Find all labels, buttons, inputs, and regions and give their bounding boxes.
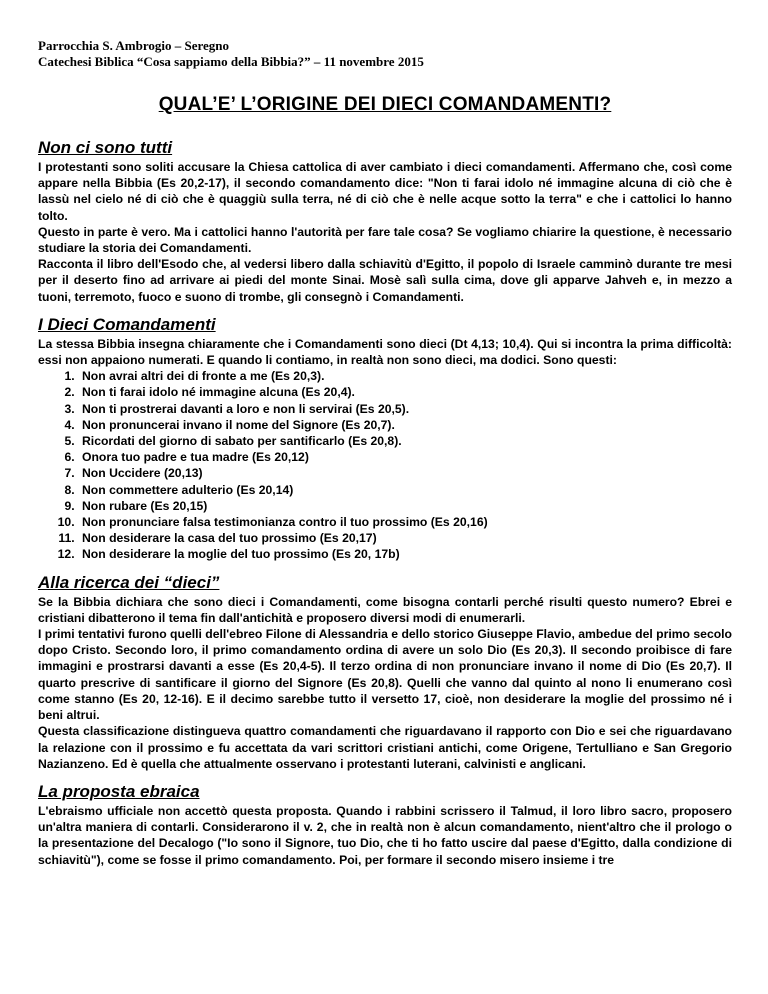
list-item: 11. Non desiderare la casa del tuo prossimo (Es 20,17) [78,530,732,546]
paragraph: L'ebraismo ufficiale non accettò questa proposta. Quando i rabbini scrissero il Talmud, il loro libro sacro, proposero un'altra maniera di contarli. Considerarono il v. 2, che in realtà non è alcun comandamento, nient'altro che il prologo o la presentazione del Decalogo ("Io sono il Signore, tuo Dio, che ti ho fatto uscire dal paese d'Egitto, dalla condizione di schiavitù"), come se fosse il primo comandamento. Poi, per formare il secondo misero insieme i tre [38,803,732,867]
list-item: 2. Non ti farai idolo né immagine alcuna (Es 20,4). [78,384,732,400]
paragraph: I protestanti sono soliti accusare la Chiesa cattolica di aver cambiato i dieci comandamenti. Affermano che, così come appare nella Bibbia (Es 20,2-17), il secondo comandamento dice: "Non ti farai idolo né immagine alcuna di ciò che è lassù nel cielo né di ciò che è quaggiù sulla terra, né di ciò che è nelle acque sotto la terra" e che i cattolici lo hanno tolto. [38,160,732,223]
list-item: 12. Non desiderare la moglie del tuo prossimo (Es 20, 17b) [78,546,732,562]
commandments-list [38,368,732,562]
section-ricerca-dieci [38,573,732,772]
paragraph: Questo in parte è vero. Ma i cattolici hanno l'autorità per fare tale cosa? Se vogliamo chiarire la questione, è necessario studiare la storia dei Comandamenti. [38,224,732,256]
section-non-ci-sono-tutti [38,138,732,305]
parish-name: Parrocchia S. Ambrogio – Seregno [38,38,230,53]
list-item: 7. Non Uccidere (20,13) [78,465,732,481]
paragraph: Questa classificazione distingueva quattro comandamenti che riguardavano il rapporto con Dio e sei che riguardavano la relazione con il prossimo e fu accettata da vari scrittori cristiani antichi, come Origene, Tertulliano e San Gregorio Nazianzeno. Ed è quella che attualmente osservano i protestanti luterani, calvinisti e anglicani. [38,724,732,771]
list-item: 9. Non rubare (Es 20,15) [78,498,732,514]
document-title: QUAL’E’ L’ORIGINE DEI DIECI COMANDAMENTI? [158,94,612,115]
list-item: 10. Non pronunciare falsa testimonianza contro il tuo prossimo (Es 20,16) [78,514,732,530]
list-item: 8. Non commettere adulterio (Es 20,14) [78,482,732,498]
paragraph: La stessa Bibbia insegna chiaramente che i Comandamenti sono dieci (Dt 4,13; 10,4). Qui si incontra la prima difficoltà: essi non appaiono numerati. E quando li contiamo, in realtà non sono dieci, ma dodici. Sono questi: [38,336,732,368]
paragraph: Racconta il libro dell'Esodo che, al vedersi libero dalla schiavitù d'Egitto, il popolo di Israele camminò durante tre mesi per il deserto fino ad arrivare ai piedi del monte Sinai. Mosè salì sulla cima, dove gli apparve Jahveh e, in mezzo a tuoni, terremoto, fuoco e suono di trombe, gli consegnò i Comandamenti. [38,257,732,304]
section-dieci-comandamenti [38,315,732,563]
section-proposta-ebraica [38,782,732,868]
list-item: 3. Non ti prostrerai davanti a loro e non li servirai (Es 20,5). [78,401,732,417]
list-item: 6. Onora tuo padre e tua madre (Es 20,12) [78,449,732,465]
section-heading: Alla ricerca dei “dieci” [38,572,220,592]
section-heading: Non ci sono tutti [38,138,173,157]
document-page [38,38,732,878]
catechesis-subtitle: Catechesi Biblica “Cosa sappiamo della Bibbia?” – 11 novembre 2015 [38,54,424,69]
list-item: 1. Non avrai altri dei di fronte a me (Es 20,3). [78,368,732,384]
section-heading: I Dieci Comandamenti [38,314,216,334]
section-heading: La proposta ebraica [38,781,200,801]
list-item: 5. Ricordati del giorno di sabato per santificarlo (Es 20,8). [78,433,732,449]
paragraph: Se la Bibbia dichiara che sono dieci i Comandamenti, come bisogna contarli perché risulti questo numero? Ebrei e cristiani dibatterono il tema fin dall'antichità e proposero diversi modi di enumerarli. [38,594,732,625]
paragraph: I primi tentativi furono quelli dell'ebreo Filone di Alessandria e dello storico Giuseppe Flavio, ambedue del primo secolo dopo Cristo. Secondo loro, il primo comandamento ordina di avere un solo Dio (Es 20,3). Il secondo proibisce di fare immagini e prostrarsi davanti a esse (Es 20,4-5). Il terzo ordina di non pronunciare invano il nome di Dio (Es 20,7). Il quarto prescrive di santificare il giorno del Signore (Es 20,8). Quelli che vanno dal quinto al nono li enumerano così come stanno (Es 20, 12-16). E il decimo sarebbe tutto il versetto 17, cioè, non desiderare la moglie del prossimo né i beni altrui. [38,627,732,723]
list-item: 4. Non pronuncerai invano il nome del Signore (Es 20,7). [78,417,732,433]
